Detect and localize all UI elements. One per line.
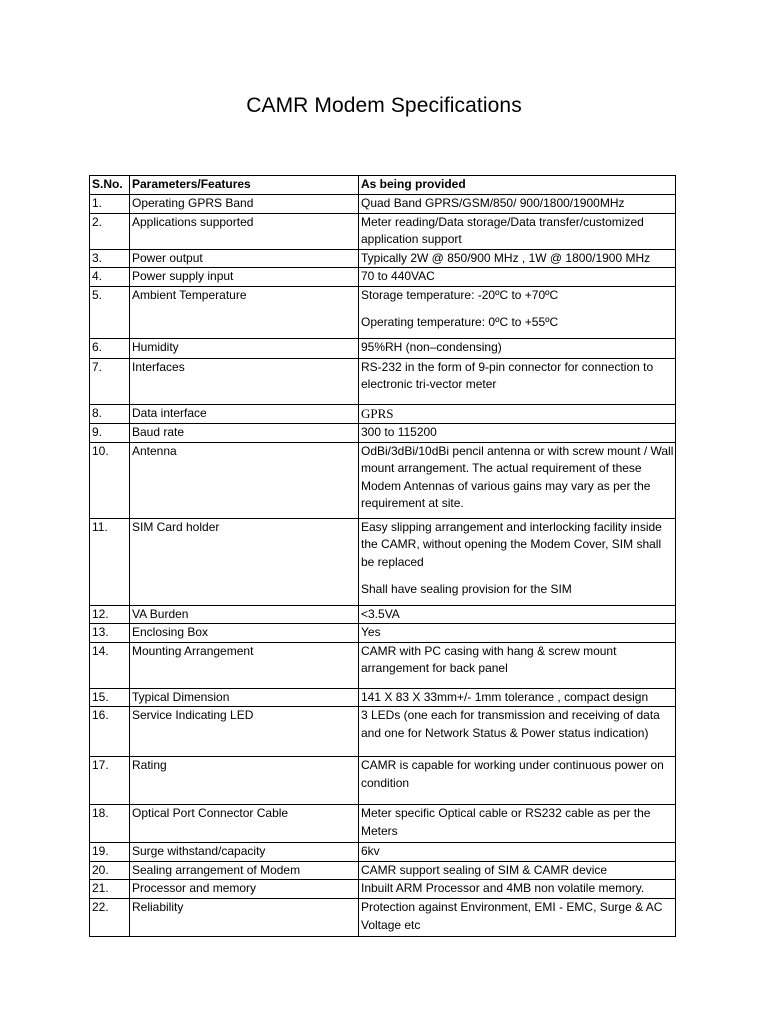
row-value-text: 3 LEDs (one each for transmission and receiving of data and one for Network Status & Power status indication) (361, 708, 660, 740)
table-row (90, 518, 676, 605)
row-value (359, 880, 676, 899)
row-parameter (130, 707, 359, 757)
row-parameter (130, 843, 359, 862)
table-row (90, 195, 676, 214)
row-parameter (130, 518, 359, 605)
row-value-text: Meter reading/Data storage/Data transfer/customized application support (361, 214, 644, 246)
row-sno-text: 13. (92, 625, 109, 639)
row-parameter (130, 249, 359, 268)
row-value (359, 899, 676, 937)
row-parameter-text: Power output (132, 250, 203, 265)
row-parameter-text: Ambient Temperature (132, 287, 247, 302)
row-sno (90, 861, 130, 880)
row-value-text: CAMR with PC casing with hang & screw mount arrangement for back panel (361, 643, 617, 675)
row-parameter (130, 268, 359, 287)
row-sno (90, 843, 130, 862)
row-sno (90, 268, 130, 287)
row-sno-text: 21. (92, 881, 109, 895)
row-parameter (130, 213, 359, 249)
row-value-text: Protection against Environment, EMI - EMC, Surge & AC Voltage etc (361, 900, 663, 932)
table-row (90, 358, 676, 404)
header-sno: S.No. (90, 176, 130, 195)
row-value (359, 605, 676, 624)
table-row (90, 624, 676, 643)
row-sno-text: 19. (92, 844, 109, 858)
row-value (359, 624, 676, 643)
row-sno (90, 688, 130, 707)
row-value-text: Easy slipping arrangement and interlocking facility inside the CAMR, without opening the Modem Cover, SIM shall be replaced (361, 519, 662, 569)
row-value (359, 861, 676, 880)
row-sno (90, 805, 130, 843)
table-row (90, 338, 676, 358)
table-row (90, 404, 676, 424)
table-row (90, 899, 676, 937)
row-value (359, 195, 676, 214)
row-parameter-text: Typical Dimension (132, 689, 230, 704)
row-sno (90, 358, 130, 404)
table-row (90, 861, 676, 880)
row-parameter-text: Interfaces (132, 359, 185, 374)
table-row (90, 843, 676, 862)
row-value-text: 95%RH (non–condensing) (361, 339, 502, 354)
row-parameter-text: Sealing arrangement of Modem (132, 862, 301, 877)
header-parameter: Parameters/Features (130, 176, 359, 195)
row-sno (90, 195, 130, 214)
row-parameter (130, 442, 359, 518)
row-parameter (130, 757, 359, 805)
row-value-text: Typically 2W @ 850/900 MHz , 1W @ 1800/1900 MHz (361, 250, 651, 265)
row-value (359, 249, 676, 268)
row-sno (90, 757, 130, 805)
row-parameter (130, 286, 359, 338)
row-value-text: RS-232 in the form of 9-pin connector for connection to electronic tri-vector meter (361, 359, 654, 391)
table-header-row (90, 176, 676, 195)
table-row (90, 424, 676, 443)
row-parameter-text: VA Burden (132, 606, 189, 621)
row-parameter-text: Power supply input (132, 269, 234, 283)
row-parameter (130, 642, 359, 688)
row-value-text: Storage temperature: -20ºC to +70ºC (361, 287, 559, 302)
row-value (359, 642, 676, 688)
row-parameter-text: Applications supported (132, 214, 254, 229)
table-row (90, 688, 676, 707)
row-sno (90, 442, 130, 518)
row-sno-text: 1. (92, 196, 103, 210)
row-value-text: 70 to 440VAC (361, 269, 435, 283)
row-sno (90, 213, 130, 249)
row-parameter (130, 404, 359, 424)
row-sno-text: 12. (92, 606, 109, 621)
header-value: As being provided (359, 176, 676, 195)
row-sno-text: 6. (92, 339, 103, 354)
table-row (90, 805, 676, 843)
row-value (359, 805, 676, 843)
table-row (90, 642, 676, 688)
row-sno-text: 15. (92, 689, 109, 704)
row-parameter-text: Optical Port Connector Cable (132, 806, 289, 820)
row-sno-text: 8. (92, 405, 103, 420)
table-row (90, 442, 676, 518)
row-sno (90, 624, 130, 643)
row-sno (90, 880, 130, 899)
row-sno-text: 10. (92, 443, 109, 458)
table-row (90, 286, 676, 338)
row-sno-text: 11. (92, 519, 108, 534)
row-parameter (130, 338, 359, 358)
table-row (90, 880, 676, 899)
row-parameter-text: Reliability (132, 900, 184, 914)
row-value-text-2: Shall have sealing provision for the SIM (361, 582, 572, 596)
table-row (90, 605, 676, 624)
row-parameter (130, 195, 359, 214)
row-sno-text: 4. (92, 269, 103, 283)
row-sno (90, 249, 130, 268)
row-value (359, 213, 676, 249)
row-sno (90, 707, 130, 757)
row-sno (90, 518, 130, 605)
row-sno (90, 404, 130, 424)
row-value (359, 688, 676, 707)
row-parameter-text: Service Indicating LED (132, 708, 254, 722)
row-sno (90, 338, 130, 358)
spec-table (89, 175, 676, 937)
row-value-text: GPRS (361, 405, 394, 421)
row-value-text: Yes (361, 625, 381, 639)
table-row (90, 213, 676, 249)
row-sno-text: 22. (92, 900, 109, 914)
row-value-text: 141 X 83 X 33mm+/- 1mm tolerance , compact design (361, 689, 649, 704)
row-parameter (130, 358, 359, 404)
row-value-text: Quad Band GPRS/GSM/850/ 900/1800/1900MHz (361, 196, 625, 210)
row-parameter (130, 861, 359, 880)
row-value (359, 442, 676, 518)
row-parameter-text: Humidity (132, 339, 179, 354)
row-sno-text: 14. (92, 643, 109, 658)
page-title: CAMR Modem Specifications (246, 94, 522, 117)
row-value (359, 757, 676, 805)
row-value-text: 6kv (361, 844, 380, 858)
row-value (359, 518, 676, 605)
row-value (359, 707, 676, 757)
row-parameter (130, 899, 359, 937)
row-sno-text: 17. (92, 758, 109, 772)
table-row (90, 757, 676, 805)
row-parameter (130, 805, 359, 843)
row-sno-text: 18. (92, 806, 109, 820)
row-parameter-text: Surge withstand/capacity (132, 844, 266, 858)
row-value (359, 358, 676, 404)
row-sno-text: 16. (92, 708, 109, 722)
table-row (90, 268, 676, 287)
row-sno (90, 424, 130, 443)
row-sno (90, 286, 130, 338)
row-parameter (130, 424, 359, 443)
row-value-text: CAMR support sealing of SIM & CAMR device (361, 862, 608, 877)
row-value-text: OdBi/3dBi/10dBi pencil antenna or with screw mount / Wall mount arrangement. The actual requirement of these Modem Antennas of various gains may vary as per the requirement at site. (361, 443, 674, 510)
row-sno-text: 9. (92, 425, 103, 439)
row-value (359, 286, 676, 338)
row-parameter (130, 605, 359, 624)
row-parameter-text: SIM Card holder (132, 519, 220, 534)
row-parameter-text: Antenna (132, 443, 177, 458)
row-value-text: Inbuilt ARM Processor and 4MB non volatile memory. (361, 881, 645, 895)
row-parameter (130, 688, 359, 707)
row-value (359, 404, 676, 424)
row-sno-text: 5. (92, 287, 103, 302)
row-parameter (130, 880, 359, 899)
row-sno-text: 20. (92, 862, 109, 877)
row-value (359, 843, 676, 862)
row-sno-text: 2. (92, 214, 103, 229)
row-parameter-text: Processor and memory (132, 881, 257, 895)
row-value-text: Meter specific Optical cable or RS232 cable as per the Meters (361, 806, 651, 838)
row-parameter-text: Operating GPRS Band (132, 196, 254, 210)
row-parameter (130, 624, 359, 643)
row-value-text: 300 to 115200 (361, 425, 437, 439)
row-sno (90, 642, 130, 688)
row-value (359, 268, 676, 287)
row-parameter-text: Enclosing Box (132, 625, 209, 639)
row-value-text: CAMR is capable for working under continuous power on condition (361, 758, 664, 790)
row-sno-text: 3. (92, 250, 103, 265)
row-parameter-text: Mounting Arrangement (132, 643, 254, 658)
table-row (90, 707, 676, 757)
row-parameter-text: Baud rate (132, 425, 185, 439)
row-sno (90, 899, 130, 937)
row-parameter-text: Rating (132, 758, 167, 772)
row-sno-text: 7. (92, 359, 103, 374)
row-sno (90, 605, 130, 624)
row-value (359, 424, 676, 443)
row-value-text: <3.5VA (361, 606, 400, 621)
row-parameter-text: Data interface (132, 405, 207, 420)
table-row (90, 249, 676, 268)
row-value (359, 338, 676, 358)
row-value-text-2: Operating temperature: 0ºC to +55ºC (361, 315, 559, 329)
